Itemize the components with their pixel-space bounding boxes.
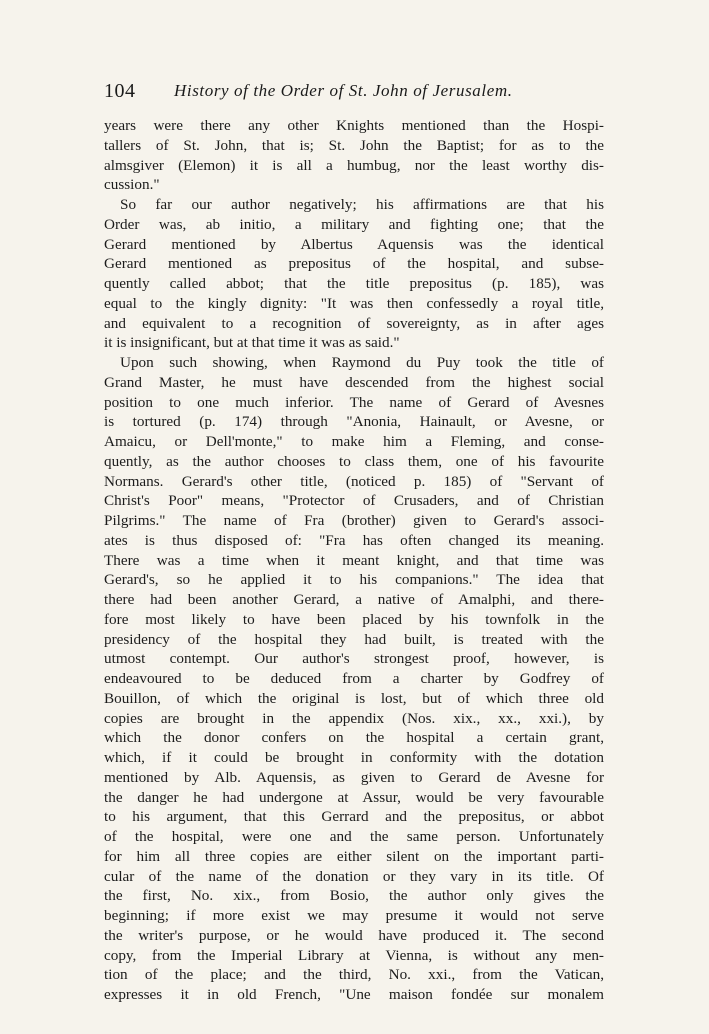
- text-line: copies are brought in the appendix (Nos. xix., xx., xxi.), by: [104, 709, 604, 727]
- text-line: fore most likely to have been placed by his townfolk in the: [104, 610, 604, 628]
- text-line: it is insignificant, but at that time it was as said.": [104, 334, 400, 352]
- text-line: there had been another Gerard, a native of Amalphi, and there-: [104, 591, 604, 608]
- text-line: Order was, ab initio, a military and fighting one; that the: [104, 215, 604, 233]
- page-header: [104, 80, 604, 104]
- text-line: is tortured (p. 174) through "Anonia, Hainault, or Avesne, or: [104, 413, 604, 431]
- text-line: copy, from the Imperial Library at Vienna, is without any men-: [104, 946, 604, 964]
- text-line: beginning; if more exist we may presume it would not serve: [104, 907, 604, 924]
- text-line: Amaicu, or Dell'monte," to make him a Fleming, and conse-: [104, 433, 604, 450]
- text-line: utmost contempt. Our author's strongest proof, however, is: [104, 650, 604, 668]
- running-title: History of the Order of St. John of Jerusalem.: [174, 81, 513, 100]
- text-line: quently called abbot; that the title prepositus (p. 185), was: [104, 275, 604, 292]
- text-line: and equivalent to a recognition of sovereignty, as in after ages: [104, 314, 604, 332]
- text-line: to his argument, that this Gerrard and the prepositus, or abbot: [104, 808, 604, 826]
- text-line: ates is thus disposed of: "Fra has often changed its meaning.: [104, 531, 604, 549]
- text-line: presidency of the hospital they had built, is treated with the: [104, 630, 604, 648]
- text-line: expresses it in old French, "Une maison fondée sur monalem: [104, 986, 604, 1003]
- text-line: cussion.": [104, 176, 160, 194]
- page-number: 104: [104, 80, 136, 102]
- text-line: Christ's Poor" means, "Protector of Crusaders, and of Christian: [104, 492, 604, 510]
- body-text: [104, 116, 604, 1016]
- text-line: the first, No. xix., from Bosio, the author only gives the: [104, 887, 604, 905]
- text-line: So far our author negatively; his affirmations are that his: [120, 196, 604, 213]
- text-line: tallers of St. John, that is; St. John the Baptist; for as to the: [104, 136, 604, 154]
- text-line: cular of the name of the donation or they vary in its title. Of: [104, 867, 604, 885]
- text-line: which the donor confers on the hospital a certain grant,: [104, 729, 604, 747]
- text-line: quently, as the author chooses to class them, one of his favourite: [104, 452, 604, 470]
- text-line: Gerard's, so he applied it to his companions." The idea that: [104, 571, 604, 589]
- text-line: Bouillon, of which the original is lost, but of which three old: [104, 689, 604, 707]
- text-line: the danger he had undergone at Assur, would be very favourable: [104, 788, 604, 806]
- text-line: Grand Master, he must have descended from the highest social: [104, 373, 604, 391]
- text-line: Gerard mentioned by Albertus Aquensis was the identical: [104, 235, 604, 253]
- text-line: years were there any other Knights mentioned than the Hospi-: [104, 117, 604, 134]
- text-line: mentioned by Alb. Aquensis, as given to Gerard de Avesne for: [104, 768, 604, 786]
- text-line: of the hospital, were one and the same person. Unfortunately: [104, 828, 604, 845]
- text-line: Gerard mentioned as prepositus of the hospital, and subse-: [104, 255, 604, 273]
- text-line: Normans. Gerard's other title, (noticed p. 185) of "Servant of: [104, 472, 604, 490]
- text-line: which, if it could be brought in conformity with the dotation: [104, 749, 604, 766]
- text-line: endeavoured to be deduced from a charter by Godfrey of: [104, 670, 604, 687]
- text-line: position to one much inferior. The name of Gerard of Avesnes: [104, 393, 604, 411]
- text-line: There was a time when it meant knight, and that time was: [104, 551, 604, 569]
- text-line: Upon such showing, when Raymond du Puy took the title of: [120, 354, 604, 371]
- text-line: the writer's purpose, or he would have produced it. The second: [104, 926, 604, 944]
- text-line: for him all three copies are either silent on the important parti-: [104, 847, 604, 865]
- text-line: Pilgrims." The name of Fra (brother) given to Gerard's associ-: [104, 512, 604, 529]
- text-line: almsgiver (Elemon) it is all a humbug, nor the least worthy dis-: [104, 156, 604, 174]
- text-line: tion of the place; and the third, No. xxi., from the Vatican,: [104, 966, 604, 984]
- text-line: equal to the kingly dignity: "It was then confessedly a royal title,: [104, 294, 604, 312]
